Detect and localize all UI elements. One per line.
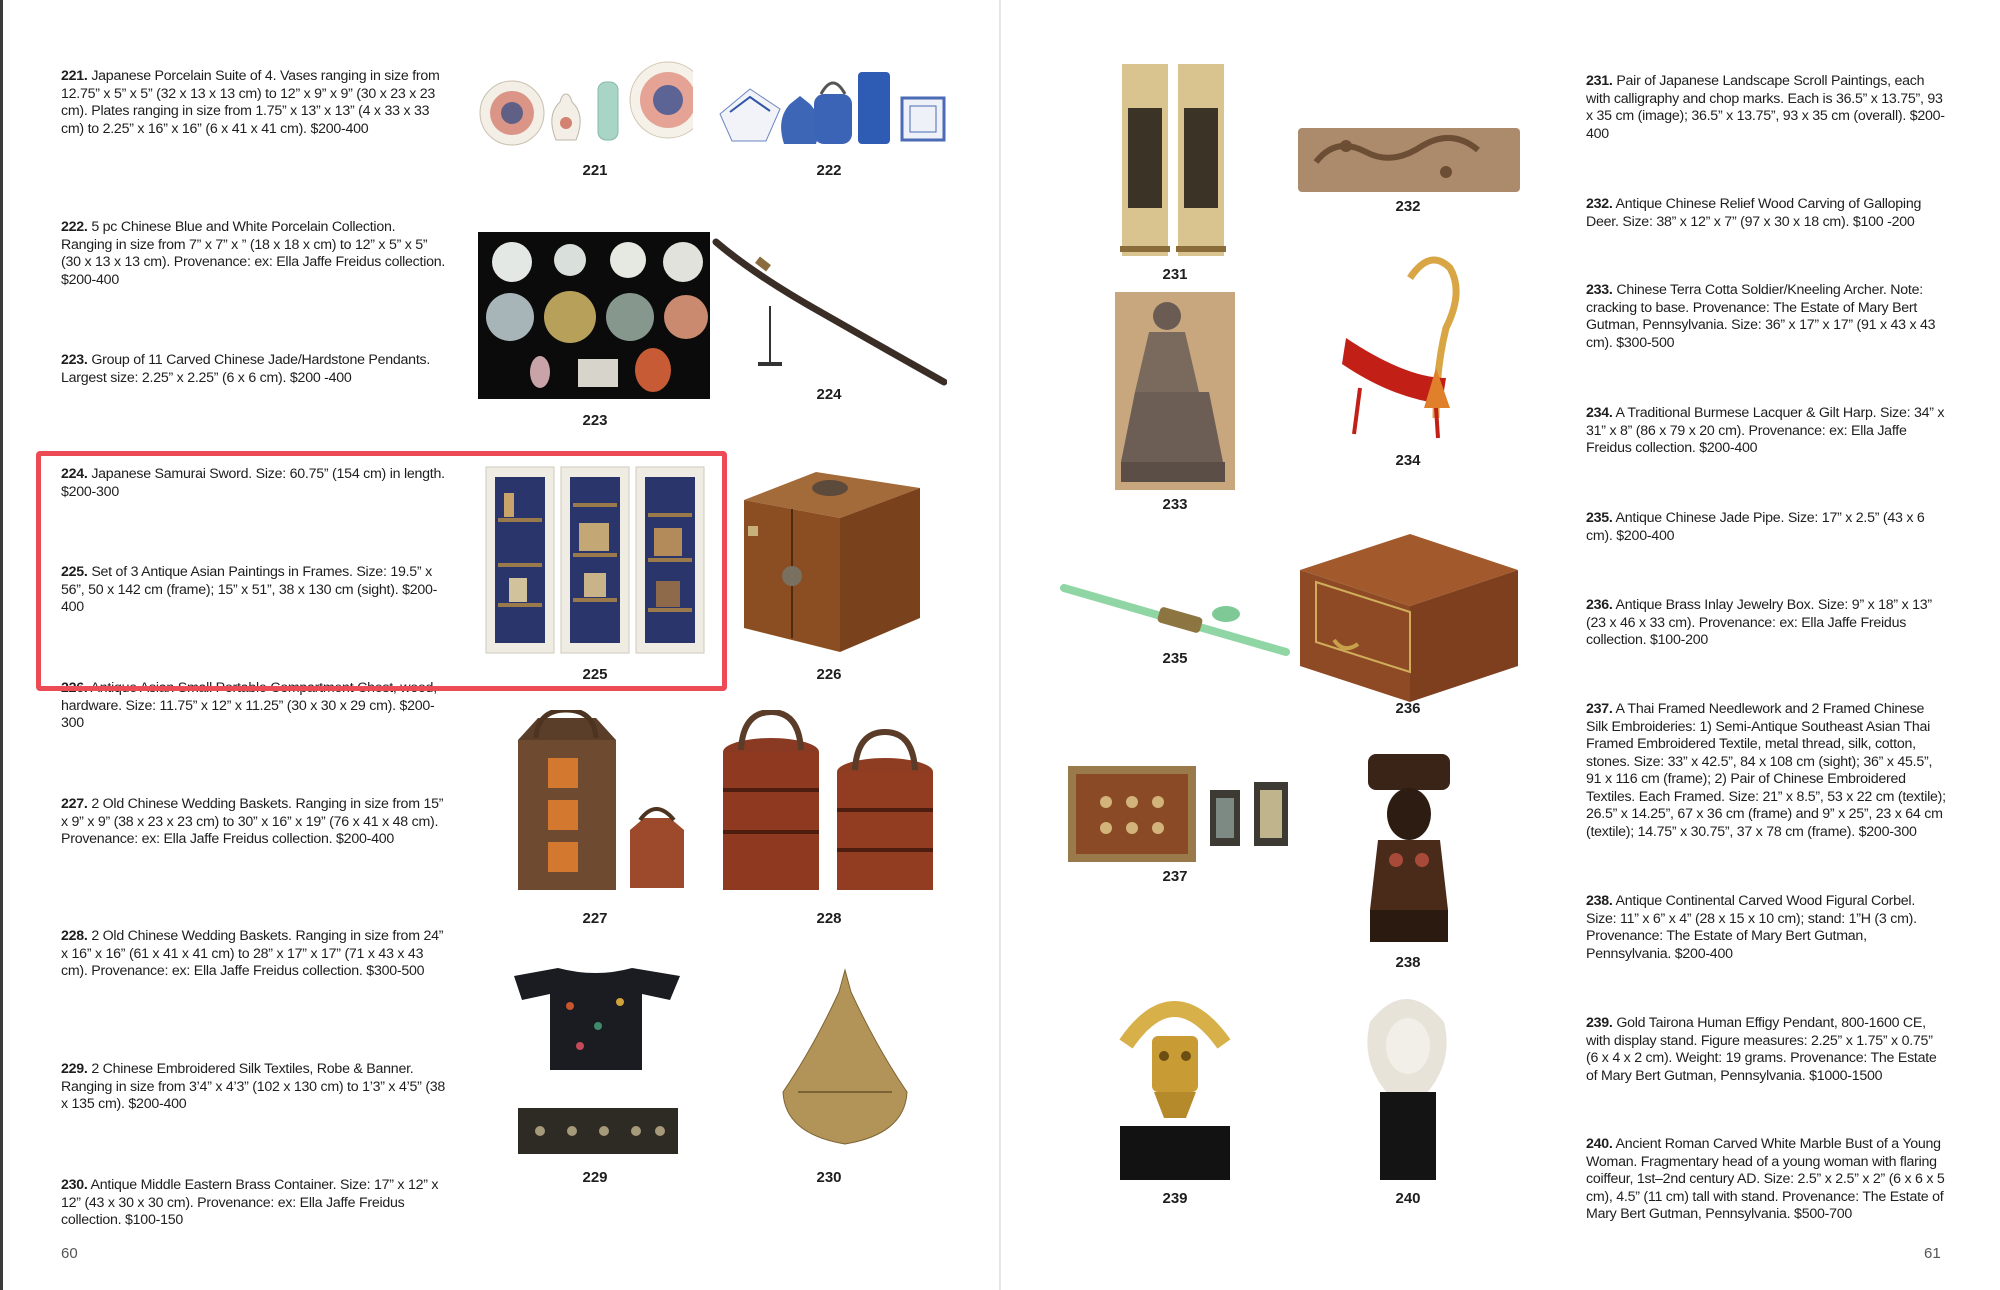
lot-228-wedding-baskets-image	[715, 710, 940, 900]
lot-233-description: 233. Chinese Terra Cotta Soldier/Kneeling Archer. Note: cracking to base. Provenance: The Estate of Mary Bert Gutman, Pennsylvania. Size: 36” x 17” x 17” (91 x 43 x 43 cm). $300-500	[1586, 282, 1936, 351]
gutter	[999, 0, 1001, 1290]
lot-222-blue-white-porcelain-image	[716, 64, 946, 148]
lot-239-label: 239	[1162, 1190, 1188, 1207]
lot-237-framed-needlework-image	[1066, 762, 1290, 866]
lot-230-brass-container-image	[764, 964, 926, 1164]
page-number-right: 61	[1924, 1245, 1941, 1262]
lot-230-description: 230. Antique Middle Eastern Brass Container. Size: 17” x 12” x 12” (43 x 30 x 30 cm). Provenance: ex: Ella Jaffe Freidus collection. $100-150	[61, 1177, 439, 1228]
lot-237-label: 237	[1162, 868, 1188, 885]
lot-225-description: 225. Set of 3 Antique Asian Paintings in Frames. Size: 19.5” x 56”, 50 x 142 cm (frame); 15” x 51”, 38 x 130 cm (sight). $200-400	[61, 564, 438, 615]
lot-234-description: 234. A Traditional Burmese Lacquer & Gilt Harp. Size: 34” x 31” x 8” (86 x 79 x 20 cm). Provenance: ex: Ella Jaffe Freidus collection. $200-400	[1586, 405, 1945, 456]
lot-226-description: 226. Antique Asian Small Portable Compartment Chest, wood, hardware. Size: 11.75” x 12” x 11.25” (30 x 30 x 29 cm). $200-300	[61, 680, 437, 731]
lot-227-description: 227. 2 Old Chinese Wedding Baskets. Ranging in size from 15” x 9” x 9” (38 x 23 x 23 cm) to 30” x 16” x 19” (76 x 41 x 48 cm). Provenance: ex: Ella Jaffe Freidus collection. $200-400	[61, 796, 444, 847]
lot-234-label: 234	[1395, 452, 1421, 469]
lot-235-description: 235. Antique Chinese Jade Pipe. Size: 17” x 2.5” (43 x 6 cm). $200-400	[1586, 510, 1925, 544]
lot-229-robe-banner-image	[510, 966, 685, 1162]
lot-236-description: 236. Antique Brass Inlay Jewelry Box. Size: 9” x 18” x 13” (23 x 46 x 33 cm). Provenance: ex: Ella Jaffe Freidus collection. $100-200	[1586, 597, 1932, 648]
lot-224-label: 224	[816, 386, 842, 403]
lot-226-compartment-chest-image	[730, 466, 930, 656]
lot-230-label: 230	[816, 1169, 842, 1186]
lot-222-description: 222. 5 pc Chinese Blue and White Porcelain Collection. Ranging in size from 7” x 7” x ” (18 x 18 x cm) to 12” x 5” x 5” (30 x 13 x 13 cm). Provenance: ex: Ella Jaffe Freidus collection. $200-400	[61, 219, 446, 288]
page-edge	[0, 0, 3, 1290]
lot-223-jade-pendants-image	[478, 232, 710, 399]
lot-239-gold-pendant-image	[1112, 984, 1238, 1184]
lot-224-samurai-sword-image	[712, 236, 947, 396]
lot-239-description: 239. Gold Tairona Human Effigy Pendant, 800-1600 CE, with display stand. Figure measures: 2.25” x 1.75” x 0.75” (6 x 4 x 2 cm). Weight: 19 grams. Provenance: The Estate of Mary Bert Gutman, Pennsylvania. $1000-1500	[1586, 1015, 1937, 1084]
lot-232-description: 232. Antique Chinese Relief Wood Carving of Galloping Deer. Size: 38” x 12” x 7” (97 x 30 x 18 cm). $100 -200	[1586, 196, 1922, 230]
lot-238-description: 238. Antique Continental Carved Wood Figural Corbel. Size: 11” x 6” x 4” (28 x 15 x 10 cm); stand: 1”H (3 cm). Provenance: The Estate of Mary Bert Gutman, Pennsylvania. $200-400	[1586, 893, 1917, 962]
lot-236-label: 236	[1395, 700, 1421, 717]
lot-225-label: 225	[582, 666, 608, 683]
lot-240-label: 240	[1395, 1190, 1421, 1207]
lot-231-description: 231. Pair of Japanese Landscape Scroll Paintings, each with calligraphy and chop marks. Each is 36.5” x 13.75”, 93 x 35 cm (image); 36.5” x 13.75”, 93 x 35 cm (overall). $200-400	[1586, 73, 1945, 142]
lot-221-label: 221	[582, 162, 608, 179]
lot-240-marble-bust-image	[1350, 984, 1464, 1184]
lot-238-carved-corbel-image	[1358, 750, 1460, 948]
lot-234-burmese-harp-image	[1340, 248, 1480, 444]
lot-226-label: 226	[816, 666, 842, 683]
lot-227-label: 227	[582, 910, 608, 927]
lot-224-description: 224. Japanese Samurai Sword. Size: 60.75” (154 cm) in length. $200-300	[61, 466, 445, 500]
lot-229-label: 229	[582, 1169, 608, 1186]
lot-232-relief-carving-image	[1296, 122, 1522, 198]
lot-240-description: 240. Ancient Roman Carved White Marble Bust of a Young Woman. Fragmentary head of a young woman with flaring coiffeur, 1st–2nd century AD. Size: 2.5” x 2.5” x 2” (6 x 6 x 5 cm), 4.5” (11 cm) tall with stand. Provenance: The Estate of Mary Bert Gutman, Pennsylvania. $500-700	[1586, 1136, 1945, 1222]
lot-235-label: 235	[1162, 650, 1188, 667]
lot-228-label: 228	[816, 910, 842, 927]
lot-231-label: 231	[1162, 266, 1188, 283]
lot-227-wedding-baskets-image	[496, 710, 692, 900]
lot-223-description: 223. Group of 11 Carved Chinese Jade/Hardstone Pendants. Largest size: 2.25” x 2.25” (6 x 6 cm). $200 -400	[61, 352, 431, 386]
page-number-left: 60	[61, 1245, 78, 1262]
lot-233-label: 233	[1162, 496, 1188, 513]
lot-236-jewelry-box-image	[1294, 530, 1522, 708]
lot-221-description: 221. Japanese Porcelain Suite of 4. Vases ranging in size from 12.75” x 5” x 5” (32 x 13 x 13 cm) to 12” x 9” x 9” (30 x 23 x 23 cm). Plates ranging in size from 1.75” x 13” x 13” (4 x 33 x 33 cm) to 2.25” x 16” x 16” (6 x 41 x 41 cm). $200-400	[61, 68, 440, 137]
lot-222-label: 222	[816, 162, 842, 179]
lot-237-description: 237. A Thai Framed Needlework and 2 Framed Chinese Silk Embroideries: 1) Semi-Antique Southeast Asian Thai Framed Embroidered Textile, metal thread, silk, cotton, stones. Size: 33” x 42.5”, 84 x 108 cm (sight); 36” x 45.5”, 91 x 116 cm (frame); 2) Pair of Chinese Embroidered Textiles. Each Framed. Size: 21” x 8.5”, 53 x 22 cm (textile); 26.5” x 14.25”, 67 x 36 cm (frame) and 9” x 25”, 23 x 64 cm (textile); 14.75” x 30.75”, 37 x 78 cm (frame). $200-300	[1586, 701, 1946, 840]
lot-223-label: 223	[582, 412, 608, 429]
lot-233-terracotta-soldier-image	[1115, 292, 1235, 490]
selection-highlight-box	[36, 451, 727, 691]
lot-229-description: 229. 2 Chinese Embroidered Silk Textiles, Robe & Banner. Ranging in size from 3’4” x 4’3” (102 x 130 cm) to 1’3” x 4’5” (38 x 135 cm). $200-400	[61, 1061, 446, 1112]
lot-232-label: 232	[1395, 198, 1421, 215]
lot-221-porcelain-image	[478, 58, 693, 148]
lot-238-label: 238	[1395, 954, 1421, 971]
lot-228-description: 228. 2 Old Chinese Wedding Baskets. Ranging in size from 24” x 16” x 16” (61 x 41 x 41 cm) to 28” x 17” x 17” (71 x 43 x 43 cm). Provenance: ex: Ella Jaffe Freidus collection. $300-500	[61, 928, 444, 979]
lot-231-scroll-paintings-image	[1118, 60, 1230, 260]
